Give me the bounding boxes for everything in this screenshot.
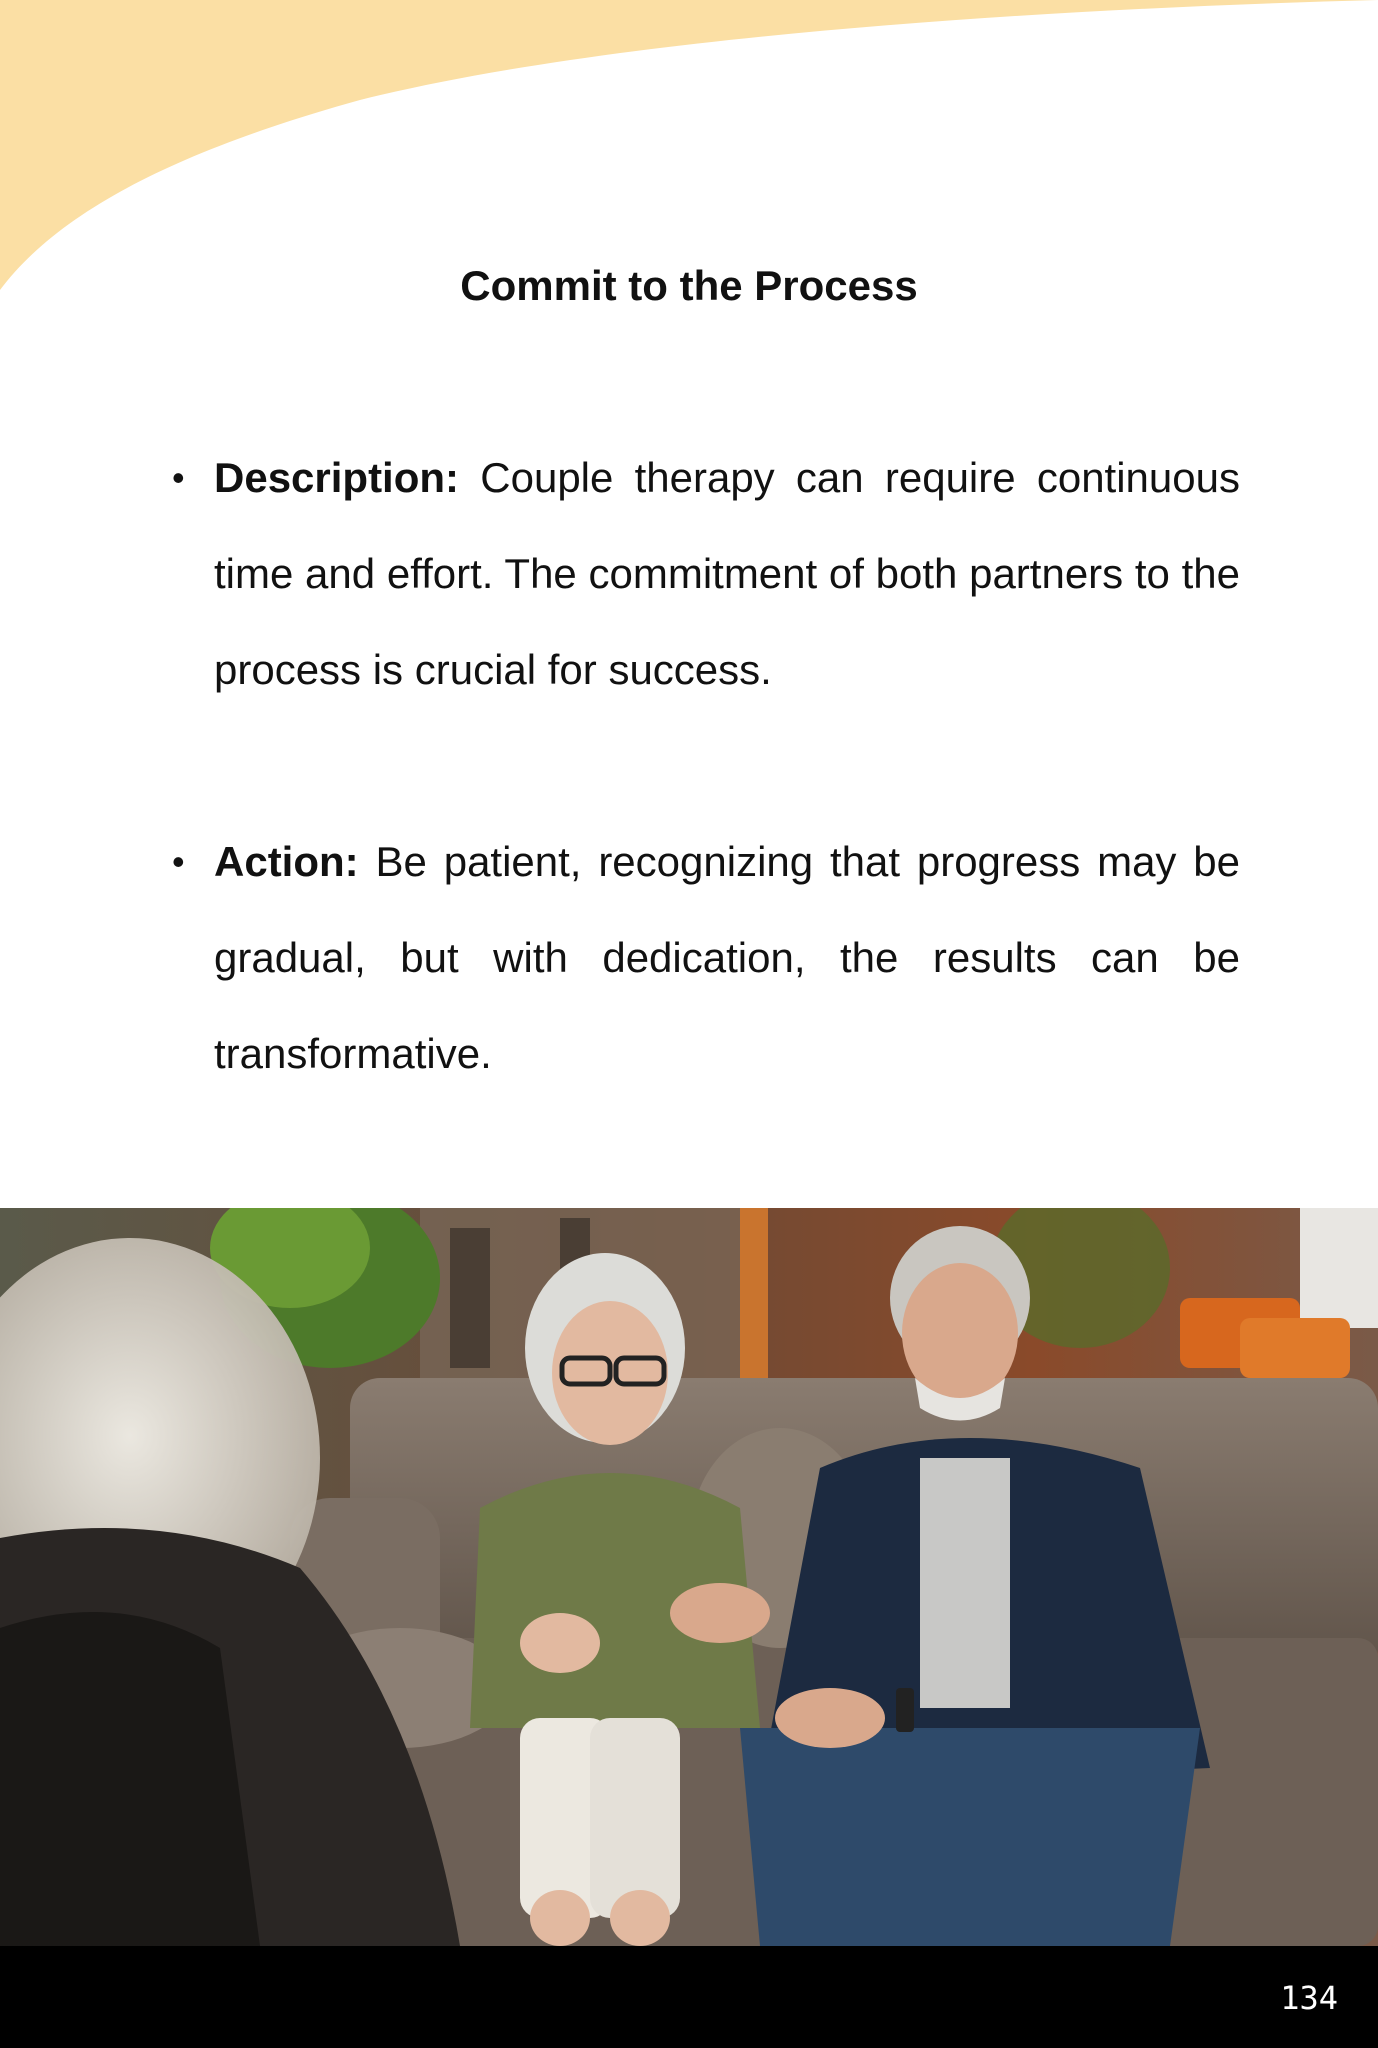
page-number: 134 [1280, 1979, 1338, 2017]
page-title: Commit to the Process [460, 262, 918, 309]
footer-bar [0, 1946, 1378, 2048]
list-item [172, 814, 1240, 1102]
couple-therapy-photo [0, 1208, 1378, 1946]
bullet-icon: • [172, 457, 185, 498]
bullet-list [172, 430, 1240, 1102]
item-label: Action: [214, 838, 359, 885]
list-item [172, 430, 1240, 718]
bullet-icon: • [172, 841, 185, 882]
item-text: Be patient, recognizing that progress may be gradual, but with dedication, the results can be transformative. [214, 838, 1240, 1077]
top-wave-decoration [0, 0, 1378, 300]
item-text: Couple therapy can require continuous time and effort. The commitment of both partners to the process is crucial for success. [214, 454, 1240, 693]
item-label: Description: [214, 454, 460, 501]
